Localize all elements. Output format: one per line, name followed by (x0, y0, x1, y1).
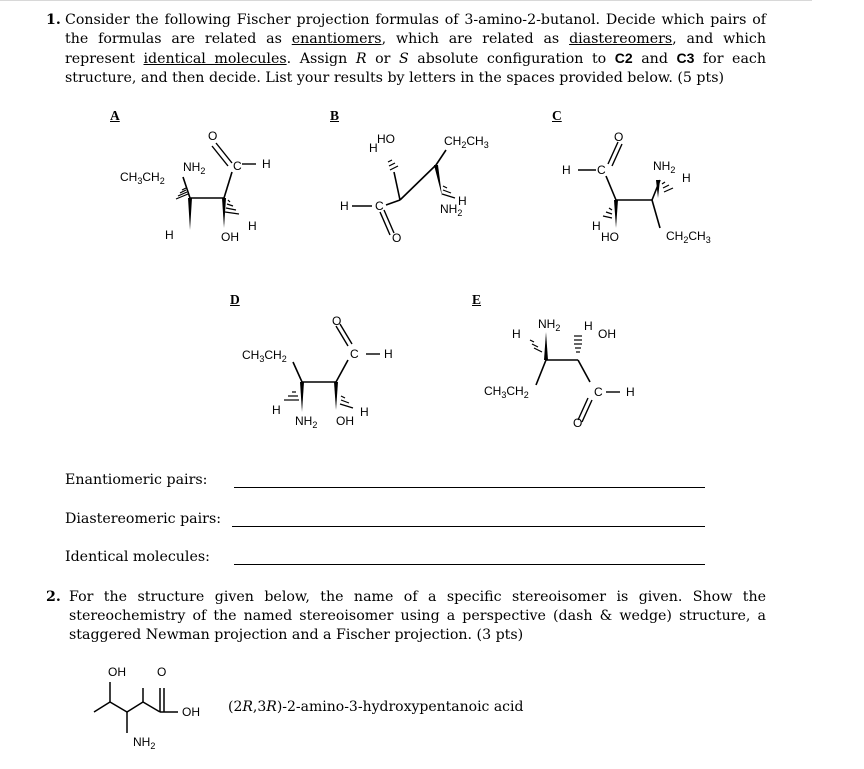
structure-b-h-nh2: H (458, 194, 467, 208)
structure-b-o: O (392, 231, 402, 245)
structure-label-e: E (472, 292, 482, 307)
structure-label-b: B (330, 108, 340, 123)
structure-a-c: C (233, 159, 242, 173)
question-1-segment: diastereomers (569, 31, 673, 47)
diastereomeric-answer-line[interactable] (232, 526, 705, 527)
structure-e-o: O (573, 416, 583, 430)
question-1-segment: , and which represent (65, 31, 766, 67)
structure-a-h-left: H (165, 228, 174, 242)
structure-e-h-r: H (584, 319, 593, 333)
structure-b-ch2ch3: $CH_2CH_3$ (444, 134, 489, 150)
q2-o-top: O (157, 665, 167, 679)
identical-label: Identical molecules: (65, 549, 210, 565)
structure-b (340, 132, 489, 245)
structure-c-ho: HO (601, 230, 619, 244)
q2-skeletal-structure (94, 665, 200, 751)
structure-b-h-top: H (369, 141, 378, 155)
structure-d-h-l: H (272, 403, 281, 417)
structure-a-oh: OH (221, 230, 239, 244)
structure-d-nh2: $NH_2$ (295, 414, 318, 430)
structure-e-c: C (594, 385, 603, 399)
structure-a-nh2: $NH_2$ (183, 160, 206, 176)
structure-a-ch3ch2: $CH_3CH_2$ (120, 170, 165, 186)
question-1-segment: for each structure, and then decide. List your results by letters in the spaces provided below. (5 pts) (65, 51, 766, 86)
identical-answer-line[interactable] (234, 564, 705, 565)
structure-d-c: C (350, 347, 359, 361)
structure-d-o: O (332, 314, 342, 328)
structure-c-o: O (614, 130, 624, 144)
q2-nh2: $NH_2$ (133, 735, 156, 751)
structure-e-ch3ch2: $CH_3CH_2$ (484, 384, 529, 400)
question-1-segment: or (366, 51, 399, 67)
structure-d-ch3ch2: $CH_3CH_2$ (242, 348, 287, 364)
structure-c-h-c: H (562, 163, 571, 177)
diastereomeric-label: Diastereomeric pairs: (65, 511, 222, 527)
question-1-segment: absolute configuration to (408, 51, 615, 67)
question-1-segment: S (398, 51, 409, 67)
structure-b-nh2: $NH_2$ (440, 202, 463, 218)
structure-e (484, 317, 635, 430)
structure-label-c: C (552, 108, 562, 123)
question-1-segment: . Assign (286, 51, 356, 67)
structure-c-ch2ch3: $CH_2CH_3$ (666, 229, 711, 245)
question-1-segment: C3 (676, 50, 695, 66)
question-2-text: For the structure given below, the name of a specific stereoisomer is given. Show the stereochemistry of the named stereoisomer using a perspective (dash & wedge) structure, a staggered Newman projection and a Fischer projection. (3 pts) (69, 589, 766, 643)
compound-name: (2R,3R)-2-amino-3-hydroxypentanoic acid (228, 699, 524, 715)
structure-c-h-r: H (682, 171, 691, 185)
structure-e-oh: OH (598, 327, 616, 341)
structure-e-h-l: H (512, 327, 521, 341)
enantiomeric-answer-line[interactable] (234, 487, 705, 488)
enantiomeric-label: Enantiomeric pairs: (65, 472, 208, 488)
structure-c (562, 130, 711, 245)
structure-b-h-c: H (340, 199, 349, 213)
structure-e-h-c: H (626, 385, 635, 399)
question-1-segment: and (632, 51, 677, 67)
question-1-segment: Consider the following Fischer projection formulas of 3-amino-2-butanol. Decide which pairs of the formulas are related as (65, 12, 766, 47)
question-1-number: 1. (46, 12, 61, 28)
structure-c-c: C (597, 163, 606, 177)
question-1-segment: , which are related as (381, 31, 570, 47)
question-1-segment: C2 (614, 50, 633, 66)
structure-d (242, 314, 393, 430)
structure-d-oh: OH (336, 414, 354, 428)
structure-a-o: O (208, 129, 218, 143)
question-1-segment: identical molecules (143, 51, 287, 67)
structure-e-nh2: $NH_2$ (538, 317, 561, 333)
structure-b-c: C (375, 199, 384, 213)
structure-a-h-right: H (248, 219, 257, 233)
structure-d-h-c: H (384, 347, 393, 361)
structure-c-nh2: $NH_2$ (653, 159, 676, 175)
question-2-number: 2. (46, 589, 61, 605)
q2-oh-right: OH (182, 705, 200, 719)
structure-b-ho: HO (377, 132, 395, 146)
q2-oh-top: OH (108, 665, 126, 679)
structure-label-a: A (110, 108, 120, 123)
question-1-segment: R (355, 51, 367, 67)
structure-a-h-ch: H (262, 157, 271, 171)
structure-label-d: D (230, 292, 240, 307)
structure-d-h-r: H (360, 405, 369, 419)
structure-a (120, 129, 271, 244)
structure-c-h-l: H (592, 219, 601, 233)
question-1-segment: enantiomers (291, 31, 382, 47)
